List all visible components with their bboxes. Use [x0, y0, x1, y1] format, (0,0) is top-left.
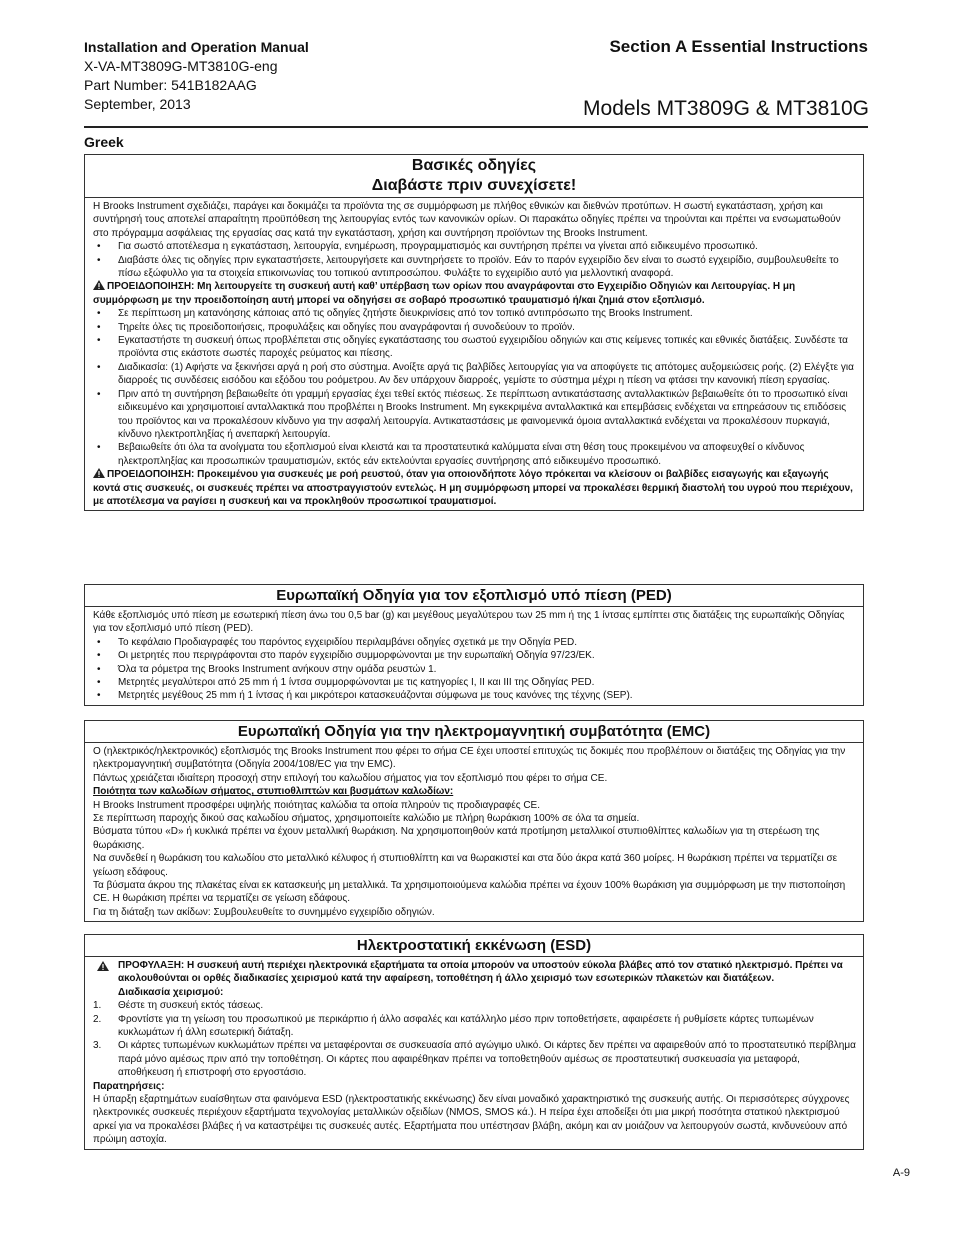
list-item: • Σε περίπτωση μη κατανόησης κάποιας από τις οδηγίες ζητήστε διευκρινίσεις από τον τοπικό αντιπρόσωπο της Brooks Instrument. — [93, 307, 857, 320]
warning-triangle-icon — [93, 280, 105, 290]
esd-notes-heading: Παρατηρήσεις: — [93, 1080, 165, 1092]
esd-caution-text: ΠΡΟΦΥΛΑΞΗ: Η συσκευή αυτή περιέχει ηλεκτρονικά εξαρτήματα τα οποία μπορούν να υποστούν εύκολα βλάβες από τον στατικό ηλεκτρισμό. Πρέπει να ακολουθούνται οι ορθές διαδικασίες χειρισμού κατά την αφαίρεση, τοποθέτηση ή άλλο χειρισμό των εσωτερικών πλακετών και διατάξεων. — [118, 960, 843, 985]
list-item: • Διαδικασία: (1) Αφήστε να ξεκινήσει αργά η ροή στο σύστημα. Ανοίξτε αργά τις βαλβίδες λειτουργίας για να αποφύγετε τις απότομες αυξομειώσεις ροής. (2) Ελέγξτε για διαρροές τις συνδέσεις εισόδου και εξόδου του ρoόμετρου. Αν δεν υπάρχουν διαρροές, γεμίστε το σύστημα μέχρι η πίεση να φτάσει την κανονική πίεση εργασίας. — [93, 361, 857, 388]
list-item — [93, 1039, 857, 1079]
step-number: 2. — [93, 1013, 102, 1025]
emc-paragraph: Ο (ηλεκτρικός/ηλεκτρονικός) εξοπλισμός της Brooks Instrument που φέρει το σήμα CE έχει υποστεί επιτυχώς τις δοκιμές που προβλέπουν οι διατάξεις της Οδηγίας για την ηλεκτρομαγνητική συμβατότητα (Οδηγία 2004/108/EC για την EMC). — [93, 746, 846, 771]
emc-line: Η Brooks Instrument προσφέρει υψηλής ποιότητας καλώδια τα οποία πληρούν τις προδιαγραφές CE. — [93, 799, 540, 811]
esd-body — [85, 957, 863, 1149]
list-item — [93, 999, 857, 1012]
emc-paragraph: Πάντως χρειάζεται ιδιαίτερη προσοχή στην επιλογή του καλωδίου σήματος για τον εξοπλισμό που φέρει το σήμα CE. — [93, 772, 608, 784]
warning-1 — [93, 280, 857, 307]
step-text: Φροντίστε για τη γείωση του προσωπικού με περικάρπιο ή άλλο ασφαλές και κατάλληλο μέσο πριν τοποθετήσετε, αφαιρέσετε ή ρυθμίσετε κάρτες τυπωμένων κυκλωμάτων ή άλλη εσωτερική διάταξη. — [118, 1013, 814, 1039]
esd-caution — [93, 959, 857, 986]
list-item: • Το κεφάλαιο Προδιαγραφές του παρόντος εγχειριδίου περιλαμβάνει οδηγίες σχετικά με την Οδηγία PED. — [93, 636, 857, 649]
esd-title: Ηλεκτροστατική εκκένωση (ESD) — [85, 935, 863, 957]
essential-body — [85, 198, 863, 510]
warning-1-text: ΠΡΟΕΙΔΟΠΟΙΗΣΗ: Μη λειτουργείτε τη συσκευή αυτή καθ’ υπέρβαση των ορίων που αναγράφονται στο Εγχειρίδιο Οδηγιών και Λειτουργίας. Η μη συμμόρφωση με την προειδοποίηση αυτή μπορεί να οδηγήσει σε σοβαρό προσωπικό τραυματισμό ή/και ζημιά στον εξοπλισμό. — [93, 281, 796, 306]
esd-notes: Η ύπαρξη εξαρτημάτων ευαίσθητων στα φαινόμενα ESD (ηλεκτροστατικής εκκένωσης) δεν είναι μοναδικό χαρακτηριστικό της συσκευής αυτής. Οι περισσότερες σύγχρονες ηλεκτρονικές συσκευές περιέχουν εξαρτήματα τεχνολογίας μεταλλικών οξειδίων (NMOS, SMOS κά.). Η πείρα έχει αποδείξει ότι μια μικρή ποσότητα στατικού ηλεκτρισμού αρκεί για να προκαλέσει βλάβες ή να καταστρέψει τις συσκευές αυτές. Εξαρτήματα που υπέστησαν βλάβη, ακόμη και αν μοιάζουν να λειτουργούν σωστά, κινδυνεύουν από πρώιμη αστοχία. — [93, 1094, 850, 1146]
esd-procedure-heading: Διαδικασία χειρισμού: — [118, 986, 224, 998]
ped-intro: Κάθε εξοπλισμός υπό πίεση με εσωτερική πίεση άνω του 0,5 bar (g) και μεγέθους μεγαλύτερου των 25 mm ή της 1 ίντσας εμπίπτει στις διατάξεις της ευρωπαϊκής Οδηγίας για τον εξοπλισμό υπό πίεση (PED). — [93, 610, 845, 635]
emc-line: Σε περίπτωση παροχής δικού σας καλωδίου σήματος, χρησιμοποιείτε καλώδιο με πλήρη θωράκιση 100% σε όλα τα σημεία. — [93, 813, 640, 825]
emc-box — [84, 720, 864, 922]
essential-intro: Η Brooks Instrument σχεδιάζει, παράγει και δοκιμάζει τα προϊόντα της σε συμμόρφωση με πλήθος εθνικών και διεθνών προτύπων. Η σωστή εγκατάσταση, χρήση και συντήρησή τους αποτελεί απαραίτητη προϋπόθεση της λειτουργίας εντός των κανονικών ορίων. Οι παρακάτω οδηγίες πρέπει να τηρούνται και πρέπει να ενσωματωθούν στο πρόγραμμα ασφάλειας της εργασίας σας κατά την εγκατάσταση, χρήση και συντήρηση προϊόντων της Brooks Instrument. — [93, 201, 841, 239]
emc-line: Για τη διάταξη των ακίδων: Συμβουλευθείτε το συνημμένο εγχειρίδιο οδηγιών. — [93, 906, 435, 918]
models-title: Models MT3809G & MT3810G — [583, 97, 869, 120]
list-item: • Πριν από τη συντήρηση βεβαιωθείτε ότι γραμμή εργασίας έχει τεθεί εκτός πιέσεως. Σε περίπτωση αντικατάστασης ανταλλακτικών βεβαιωθείτε ότι το προσωπικό είναι ειδικευμένο και χρησιμοποιεί ανταλλακτικά που προβλέπει η Brooks Instrument. Μη εγκεκριμένα ανταλλακτικά και επεμβάσεις ενδέχεται να επηρεάσουν τις επιδόσεις του προϊόντος και να προκαλέσουν κίνδυνο για την ασφαλή λειτουργία. Αντικαταστάσεις με φαινομενικά όμοια ανταλλακτικά ενδέχεται να προκαλέσουν πυρκαγιά, κίνδυνο ηλεκτροπληξίας ή ανεπαρκή λειτουργία. — [93, 388, 857, 442]
essential-title-line2: Διαβάστε πριν συνεχίσετε! — [371, 177, 577, 194]
step-text: Οι κάρτες τυπωμένων κυκλωμάτων πρέπει να μεταφέρονται σε συσκευασία από αγώγιμο υλικό. Οι κάρτες δεν πρέπει να αφαιρεθούν από το προστατευτικό περίβλημα παρά μόνο αμέσως πριν από την τοποθέτηση. Οι κάρτες που αφαιρέθηκαν πρέπει να τοποθετηθούν αμέσως σε προστατευτική συσκευασία για μεταφορά, αποθήκευση ή επιστροφή στο εργοστάσιο. — [118, 1040, 856, 1079]
ped-body — [85, 607, 863, 705]
list-item: • Όλα τα ρόμετρα της Brooks Instrument ανήκουν στην ομάδα ρευστών 1. — [93, 663, 857, 676]
warning-2 — [93, 468, 857, 508]
emc-line: Να συνδεθεί η θωράκιση του καλωδίου στο μεταλλικό κέλυφος ή στυπιοθλίπτη και να θωρακιστεί και στα δύο άκρα κατά 360 μοίρες. Η θωράκιση πρέπει να τερματίζει σε γείωση εδάφους. — [93, 853, 838, 878]
list-item: • Διαβάστε όλες τις οδηγίες πριν εγκαταστήσετε, λειτουργήσετε και συντηρήσετε το προϊόν. Εάν το παρόν εγχειρίδιο δεν είναι το σωστό εγχειρίδιο, συμβουλευθείτε το πίσω εξώφυλλο για τα στοιχεία επικοινωνίας του τοπικού αντιπροσώπου. Φυλάξτε το εγχειρίδιο αυτό για μελλοντική αναφορά. — [93, 254, 857, 281]
header-divider — [84, 126, 868, 128]
list-item: • Οι μετρητές που περιγράφονται στο παρόν εγχειρίδιο συμμορφώνονται με την ευρωπαϊκή Οδηγία 97/23/ΕΚ. — [93, 649, 857, 662]
list-item: • Τηρείτε όλες τις προειδοποιήσεις, προφυλάξεις και οδηγίες που αναγράφονται ή συνοδεύουν το προϊόν. — [93, 321, 857, 334]
emc-title: Ευρωπαϊκή Οδηγία για την ηλεκτρομαγνητική συμβατότητα (EMC) — [85, 721, 863, 743]
list-item: • Μετρητές μεγέθους 25 mm ή 1 ίντσας ή και μικρότεροι κατασκευάζονται σύμφωνα με τους κανόνες της τέχνης (SEP). — [93, 689, 857, 702]
publication-date: September, 2013 — [84, 96, 191, 112]
emc-body — [85, 743, 863, 921]
document-header-info — [84, 38, 309, 114]
manual-title: Installation and Operation Manual — [84, 39, 309, 55]
ped-box — [84, 584, 864, 706]
list-item: • Εγκαταστήστε τη συσκευή όπως προβλέπεται στις οδηγίες εγκατάστασης του σωστού εγχειριδίου οδηγιών και στις κείμενες τοπικές και εθνικές διατάξεις. Συνδέστε τα προϊόντα στις εκάστοτε σωστές παροχές ρεύματος και πίεσης. — [93, 334, 857, 361]
emc-line: Βύσματα τύπου «D» ή κυκλικά πρέπει να έχουν μεταλλική θωράκιση. Να χρησιμοποιηθούν κατά προτίμηση μεταλλικοί στυπιοθλίπτες καλωδίων για τη στερέωση της θωράκισης. — [93, 826, 820, 851]
essential-title — [85, 155, 863, 198]
list-item: • Μετρητές μεγαλύτεροι από 25 mm ή 1 ίντσα συμμορφώνονται με τις κατηγορίες Ι, ΙΙ και ΙΙΙ της Οδηγίας PED. — [93, 676, 857, 689]
step-number: 1. — [93, 1000, 102, 1012]
step-text: Θέστε τη συσκευή εκτός τάσεως. — [118, 1000, 264, 1012]
section-title: Section A Essential Instructions — [609, 37, 868, 56]
language-label: Greek — [84, 134, 124, 150]
list-item: • Για σωστό αποτέλεσμα η εγκατάσταση, λειτουργία, ενημέρωση, προγραμματισμός και συντήρηση πρέπει να γίνεται από ειδικευμένο προσωπικό. — [93, 240, 857, 253]
emc-line: Τα βύσματα άκρου της πλακέτας είναι εκ κατασκευής μη μεταλλικά. Τα χρησιμοποιούμενα καλώδια πρέπει να έχουν 100% θωράκιση για συμμόρφωση με την πιστοποίηση CE. Η θωράκιση πρέπει να τερματίζει σε γείωση εδάφους. — [93, 880, 846, 905]
ped-title: Ευρωπαϊκή Οδηγία για τον εξοπλισμό υπό πίεση (PED) — [85, 585, 863, 607]
warning-triangle-icon — [93, 468, 105, 478]
emc-quality-heading: Ποιότητα των καλωδίων σήματος, στυπιοθλιπτών και βυσμάτων καλωδίων: — [93, 786, 454, 798]
essential-instructions-box — [84, 154, 864, 511]
list-item: • Βεβαιωθείτε ότι όλα τα ανοίγματα του εξοπλισμού είναι κλειστά και τα προστατευτικά καλύμματα είναι στη θέση τους προκειμένου να αποφευχθεί ο κίνδυνος ηλεκτροπληξίας και προσωπικών τραυματισμών, εκτός εάν εκτελούνται εργασίες συντήρησης από ειδικευμένο προσωπικό. — [93, 441, 857, 468]
caution-triangle-icon — [97, 961, 109, 971]
step-number: 3. — [93, 1040, 102, 1052]
essential-title-line1: Βασικές οδηγίες — [411, 157, 537, 174]
list-item — [93, 1013, 857, 1040]
page-number: A-9 — [892, 1167, 910, 1179]
esd-box — [84, 934, 864, 1150]
document-id: X-VA-MT3809G-MT3810G-eng — [84, 58, 278, 74]
part-number: Part Number: 541B182AAG — [84, 77, 257, 93]
warning-2-text: ΠΡΟΕΙΔΟΠΟΙΗΣΗ: Προκειμένου για συσκευές με ροή ρευστού, όταν για οποιονδήποτε λόγο πρόκειται να κλείσουν οι βαλβίδες εισαγωγής και εξαγωγής κοντά στις συσκευές, οι συσκευές πρέπει να αποστραγγιστούν εντελώς. Η μη συμμόρφωση μπορεί να προκαλέσει θερμική διαστολή του υγρού που περιέχουν, με αποτέλεσμα να ραγίσει η συσκευή και να προκληθούν προσωπικοί τραυματισμοί. — [93, 469, 853, 507]
